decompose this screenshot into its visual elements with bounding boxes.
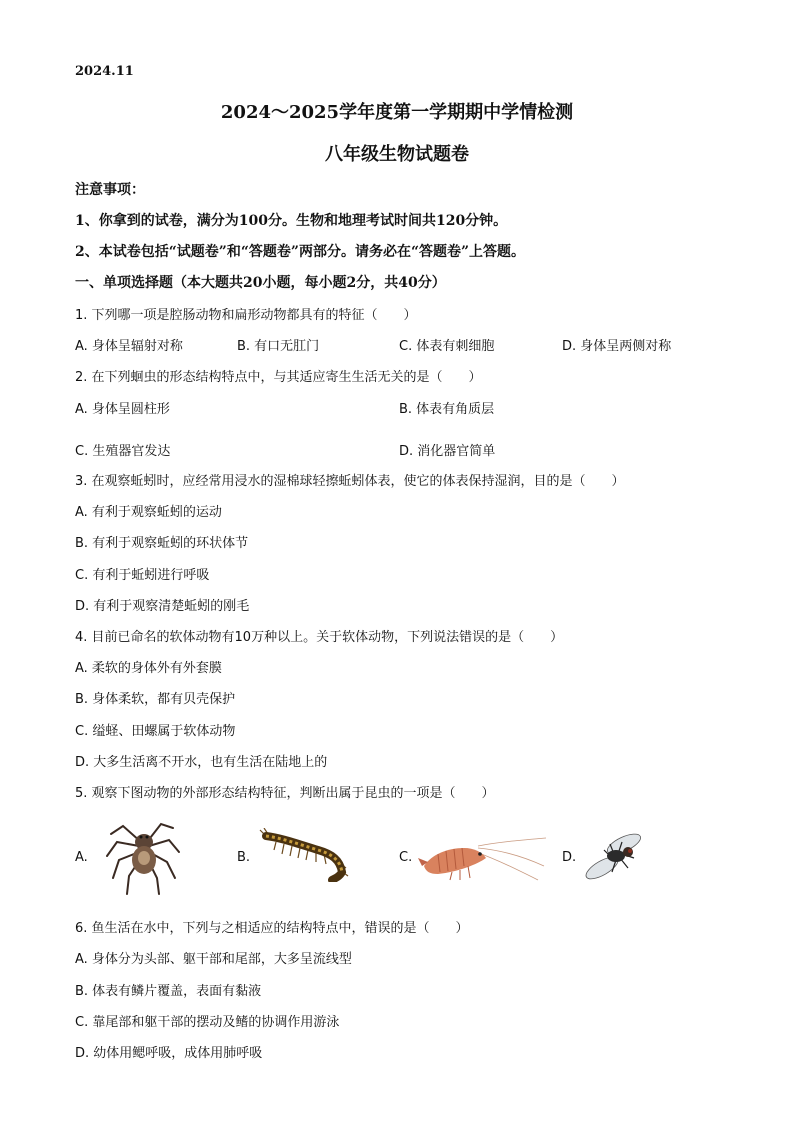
question-stem: 1. 下列哪一项是腔肠动物和扁形动物都具有的特征（ ）	[75, 308, 417, 323]
option-b: B. 有口无肛门	[237, 339, 320, 354]
option-a: A. 身体呈辐射对称	[75, 339, 183, 354]
option-d: D. 消化器官简单	[399, 444, 496, 459]
exam-title: 2024～2025学年度第一学期期中学情检测	[220, 102, 574, 123]
option-b: B. 体表有角质层	[399, 402, 495, 417]
option-d: D. 有利于观察清楚蚯蚓的刚毛	[75, 599, 250, 614]
option-c: C. 有利于蚯蚓进行呼吸	[75, 568, 210, 583]
option-b: B.	[237, 850, 251, 865]
option-c: C. 缢蛏、田螺属于软体动物	[75, 724, 236, 739]
exam-subtitle: 八年级生物试题卷	[325, 144, 469, 165]
option-c: C.	[399, 850, 413, 865]
spider-image	[103, 812, 183, 896]
centipede-image	[258, 828, 350, 882]
option-d: D. 大多生活离不开水，也有生活在陆地上的	[75, 755, 328, 770]
option-c: C. 生殖器官发达	[75, 444, 171, 459]
option-a: A. 柔软的身体外有外套膜	[75, 661, 222, 676]
option-b: B. 有利于观察蚯蚓的环状体节	[75, 536, 249, 551]
option-d: D.	[562, 850, 577, 865]
question-stem: 4. 目前已命名的软体动物有10万种以上。关于软体动物，下列说法错误的是（ ）	[75, 630, 564, 645]
option-a: A.	[75, 850, 88, 865]
fly-image	[582, 828, 650, 884]
notice-item: 2、本试卷包括“试题卷”和“答题卷”两部分。请务必在“答题卷”上答题。	[75, 244, 526, 260]
shrimp-image	[418, 836, 548, 884]
option-a: A. 身体呈圆柱形	[75, 402, 170, 417]
question-stem: 2. 在下列蛔虫的形态结构特点中，与其适应寄生生活无关的是（ ）	[75, 370, 482, 385]
option-c: C. 体表有刺细胞	[399, 339, 495, 354]
option-d: D. 幼体用鳃呼吸，成体用肺呼吸	[75, 1046, 263, 1061]
option-a: A. 身体分为头部、躯干部和尾部，大多呈流线型	[75, 952, 352, 967]
option-a: A. 有利于观察蚯蚓的运动	[75, 505, 222, 520]
exam-date: 2024.11	[75, 64, 134, 79]
question-stem: 5. 观察下图动物的外部形态结构特征，判断出属于昆虫的一项是（ ）	[75, 786, 495, 801]
notice-heading: 注意事项：	[75, 182, 145, 198]
notice-item: 1、你拿到的试卷，满分为100分。生物和地理考试时间共120分钟。	[75, 213, 508, 229]
option-d: D. 身体呈两侧对称	[562, 339, 672, 354]
option-b: B. 身体柔软，都有贝壳保护	[75, 692, 236, 707]
section-heading: 一、单项选择题（本大题共20小题，每小题2分，共40分）	[75, 275, 446, 291]
option-c: C. 靠尾部和躯干部的摆动及鳍的协调作用游泳	[75, 1015, 340, 1030]
question-stem: 3. 在观察蚯蚓时，应经常用浸水的湿棉球轻擦蚯蚓体表，使它的体表保持湿润，目的是（ ）	[75, 474, 625, 489]
option-b: B. 体表有鳞片覆盖，表面有黏液	[75, 984, 262, 999]
question-stem: 6. 鱼生活在水中，下列与之相适应的结构特点中，错误的是（ ）	[75, 921, 469, 936]
